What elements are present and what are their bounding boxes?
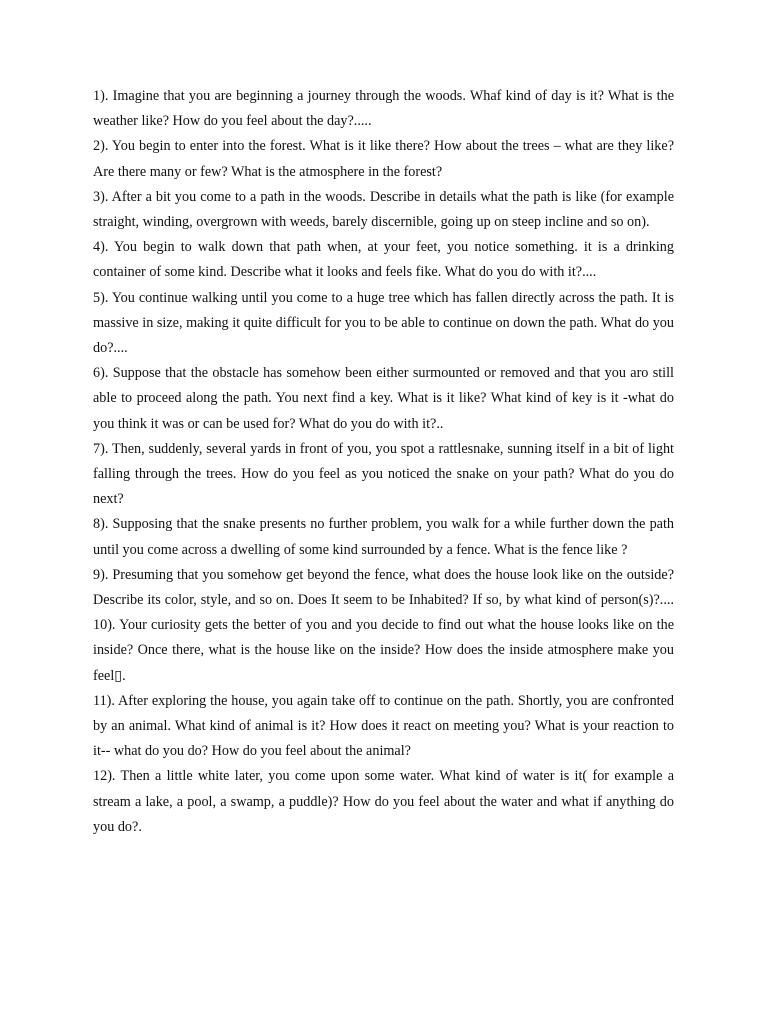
document-page (93, 84, 674, 840)
question-12: 12). Then a little white later, you come upon some water. What kind of water is it( for example a stream a lake, a pool, a swamp, a puddle)? How do you feel about the water and what if anything do you do?. (93, 768, 674, 835)
question-8: 8). Supposing that the snake presents no further problem, you walk for a while further down the path until you come across a dwelling of some kind surrounded by a fence. What is the fence like ? (93, 516, 674, 558)
question-7: 7). Then, suddenly, several yards in front of you, you spot a rattlesnake, sunning itself in a bit of light falling through the trees. How do you feel as you noticed the snake on your path? What do you do next? (93, 440, 674, 508)
question-5: 5). You continue walking until you come to a huge tree which has fallen directly across the path. It is massive in size, making it quite difficult for you to be able to continue on down the path. What do you do?.... (93, 289, 674, 357)
question-3: 3). After a bit you come to a path in the woods. Describe in details what the path is like (for example straight, winding, overgrown with weeds, barely discernible, going up on steep incline and so on). (93, 188, 674, 231)
question-2: 2). You begin to enter into the forest. What is it like there? How about the trees – what are they like? Are there many or few? What is the atmosphere in the forest? (93, 138, 674, 180)
question-10: 10). Your curiosity gets the better of you and you decide to find out what the house looks like on the inside? Once there, what is the house like on the inside? How does the inside atmosphere make you feel▯. (93, 617, 674, 684)
question-11: 11). After exploring the house, you again take off to continue on the path. Shortly, you are confronted by an animal. What kind of animal is it? How does it react on meeting you? What is your reaction to it-- what do you do? How do you feel about the animal? (93, 692, 674, 760)
question-9: 9). Presuming that you somehow get beyond the fence, what does the house look like on the outside? Describe its color, style, and so on. Does It seem to be Inhabited? If so, by what kind of person(s)?.... (93, 566, 674, 609)
question-6: 6). Suppose that the obstacle has somehow been either surmounted or removed and that you aro still able to proceed along the path. You next find a key. What is it like? What kind of key is it -what do you think it was or can be used for? What do you do with it?.. (93, 365, 674, 432)
question-1: 1). Imagine that you are beginning a journey through the woods. Whaf kind of day is it? What is the weather like? How do you feel about the day?..... (93, 88, 674, 130)
question-4: 4). You begin to walk down that path when, at your feet, you notice something. it is a drinking container of some kind. Describe what it looks and feels fike. What do you do with it?.... (93, 239, 674, 281)
